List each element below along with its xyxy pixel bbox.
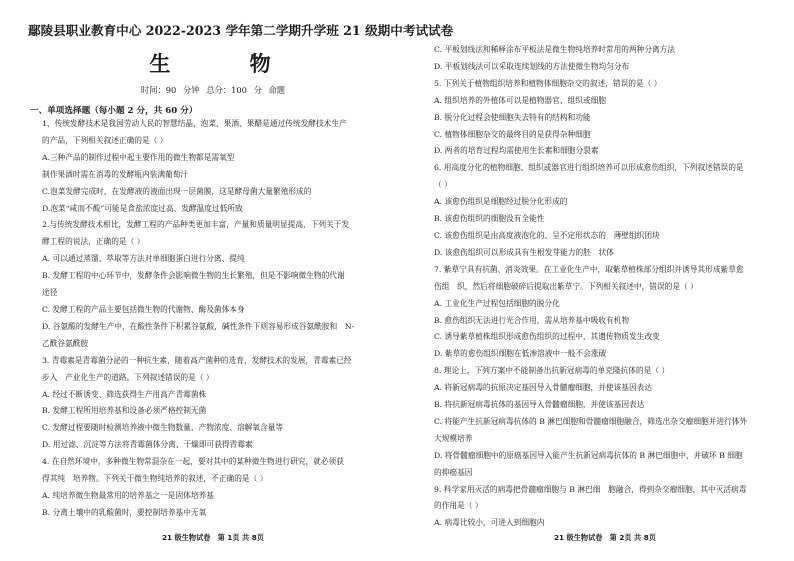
- answer-option: C.泡菜发酵完成时，在发酵液的液面出现一层菌膜，这是酵母菌大量繁殖形成的: [42, 186, 312, 196]
- answer-option: A. 可以通过蒸馏、萃取等方法对单细胞蛋白进行分离、提纯: [42, 254, 245, 264]
- answer-option: D. 平板划线法可以采取连续划线的方法使微生物均匀分布: [434, 61, 630, 71]
- answer-option: C. 植物体细胞杂交的最终目的是获得杂种细胞: [434, 129, 591, 139]
- question-text: 1、传统发酵技术是我国劳动人民的智慧结晶，泡菜、果酒、果醋是通过传统发酵技术生产: [42, 119, 347, 128]
- question-text-continued: 酵工程的说法，正确的是（ ）: [42, 237, 145, 247]
- answer-option: D. 两者的培育过程均需使用生长素和细胞分裂素: [434, 146, 599, 156]
- answer-option: A. 纯培养微生物最常用的培养基之一是固体培养基: [42, 490, 214, 500]
- answer-option: C. 平板划线法和稀释涂布平板法是微生物纯培养时常用的两种分离方法: [434, 45, 676, 54]
- exam-title: 鄢陵县职业教育中心 2022-2023 学年第二学期升学班 21 级期中考试试卷: [28, 23, 454, 38]
- answer-option: 途径: [42, 288, 58, 298]
- question-text-continued: 步入 产业化生产的道路。下列叙述错误的是（ ）: [42, 372, 214, 382]
- answer-option: A. 经过不断诱变、筛选获得生产用高产青霉菌株: [42, 389, 207, 399]
- answer-option: D. 该愈伤组织可以形成具有生根发芽能力的胚 状体: [434, 247, 614, 257]
- question-text: 5. 下列关于植物组织培养和植物体细胞杂交的叙述，错误的是（ ）: [434, 78, 662, 88]
- question-text: 3. 青霉素是青霉菌分泌的一种抗生素，随着高产菌种的选育，发酵技术的发展，青霉素已经: [42, 355, 352, 365]
- answer-option: C. 该愈伤组织是由高度液泡化的、呈不定形状态的 薄壁组织团块: [434, 230, 660, 240]
- answer-option: B. 愈伤组织无法进行光合作用，需从培养基中吸收有机物: [434, 315, 630, 325]
- answer-option: B. 该愈伤组织的细胞没有全能性: [434, 214, 545, 224]
- exam-meta: 时间：90 分钟 总分：100 分 命题: [140, 85, 286, 95]
- answer-option: A. 将新冠病毒的抗原决定基因导入骨髓瘤细胞，并使该基因表达: [434, 383, 653, 393]
- answer-option: B. 发酵工程的中心环节中，发酵条件会影响微生物的生长繁殖，但是不影响微生物的代谢: [42, 271, 345, 281]
- right-question-list: [420, 0, 790, 532]
- answer-option: B. 将抗新冠病毒抗体的基因导入骨髓瘤细胞，并使该基因表达: [434, 400, 645, 410]
- answer-option: B. 发酵工程所用培养基和设备必须严格控制无菌: [42, 406, 207, 416]
- answer-option: B. 脱分化过程会使细胞失去特有的结构和功能: [434, 112, 591, 122]
- answer-option: C. 发酵工程的产品主要包括微生物的代谢物、酶及菌体本身: [42, 304, 245, 314]
- answer-option: D. 用过滤、沉淀等方法将青霉菌体分离、干燥即可获得青霉素: [42, 440, 253, 450]
- page-footer-left: 21 级生物试卷 第 1页 共 8页: [162, 533, 264, 542]
- answer-option: A. 该愈伤组织是细胞经过脱分化形成的: [434, 197, 568, 207]
- right-column: [420, 0, 790, 561]
- answer-option: D. 将骨髓瘤细胞中的原癌基因导入能产生抗新冠病毒抗体的 B 淋巴细胞中，并破坏 B 细胞: [434, 450, 743, 460]
- question-text: 8. 理论上，下列方案中不能制备出抗新冠病毒的单克隆抗体的是（ ）: [434, 366, 670, 376]
- question-text-continued: 大规模培养: [434, 433, 473, 443]
- answer-option: D.泡菜“咸而不酸”可能是食盐浓度过高、发酵温度过低所致: [42, 203, 243, 213]
- answer-option: D. 谷氨酸的发酵生产中，在酸性条件下积累谷氨酸，碱性条件下则容易形成谷氨酰胺和 N-: [42, 321, 355, 331]
- answer-option: A. 工业化生产过程包括细胞的脱分化: [434, 298, 560, 308]
- answer-option: C. 诱导紫草植株组织形成愈伤组织的过程中，其遗传物质发生改变: [434, 332, 660, 342]
- page-footer-right: 21 级生物试卷 第 2页 共 8页: [554, 533, 656, 542]
- question-text-continued: （ ）: [434, 180, 452, 190]
- answer-option: C. 将能产生抗新冠病毒抗体的 B 淋巴细胞和骨髓瘤细胞融合，筛选出杂交瘤细胞并进行体外: [434, 416, 748, 426]
- question-text: 2.与传统发酵技术相比，发酵工程的产品种类更加丰富，产量和质量明显提高，下列关于发: [42, 220, 350, 230]
- answer-option: B. 分离土壤中的乳酸菌时，要控制培养基中无氧: [42, 507, 207, 517]
- answer-option: C. 发酵过程要随时检测培养液中微生物数量、产物浓度、溶解氧含量等: [42, 423, 284, 433]
- question-text: 9. 科学家用灭活的病毒把骨髓瘤细胞与 B 淋巴细 胞融合，得到杂交瘤细胞，其中灭活病毒: [434, 484, 747, 494]
- question-text: 6. 用高度分化的植物细胞、组织或器官进行组织培养可以形成愈伤组织，下列叙述错误的是: [434, 163, 744, 173]
- section-heading: 一、单项选择题（每小题 2 分，共 60 分）: [30, 106, 198, 116]
- answer-option: D. 紫草的愈伤组织细胞在低渗溶液中一般不会涨破: [434, 349, 607, 359]
- question-text-continued: 的作用是（ ）: [434, 501, 483, 511]
- question-text-continued: 乙酰谷氨酰胺: [42, 338, 89, 348]
- question-text: 4. 在自然环境中，多种微生物常混杂在一起，要对其中的某种微生物进行研究，就必须获: [42, 457, 344, 467]
- subject-title: 生 物: [149, 51, 307, 76]
- answer-option: A.三种产品的制作过程中起主要作用的微生物都是需氧型: [42, 152, 235, 162]
- question-text: 7. 紫草宁具有抗菌、消炎效果。在工业化生产中，取紫草植株部分组织并诱导其形成紫草愈: [434, 264, 744, 274]
- left-question-list: [28, 116, 398, 522]
- answer-option: 制作果酒时需在消毒的发酵瓶内装满葡萄汁: [42, 169, 189, 179]
- answer-option: A. 组织培养的外植体可以是植物器官、组织或细胞: [434, 95, 606, 105]
- question-text-continued: 伤组 织，然后将细胞破碎后提取出紫草宁。下列相关叙述中，错误的是（ ）: [434, 281, 698, 291]
- question-text-continued: 的产品，下列相关叙述正确的是（ ）: [42, 135, 168, 145]
- question-text-continued: 得其纯 培养物。下列关于微生物纯培养的叙述，不正确的是（ ）: [42, 474, 268, 484]
- answer-option: A. 病毒比较小，可进入到细胞内: [434, 518, 545, 528]
- question-text-continued: 的抑癌基因: [434, 467, 473, 477]
